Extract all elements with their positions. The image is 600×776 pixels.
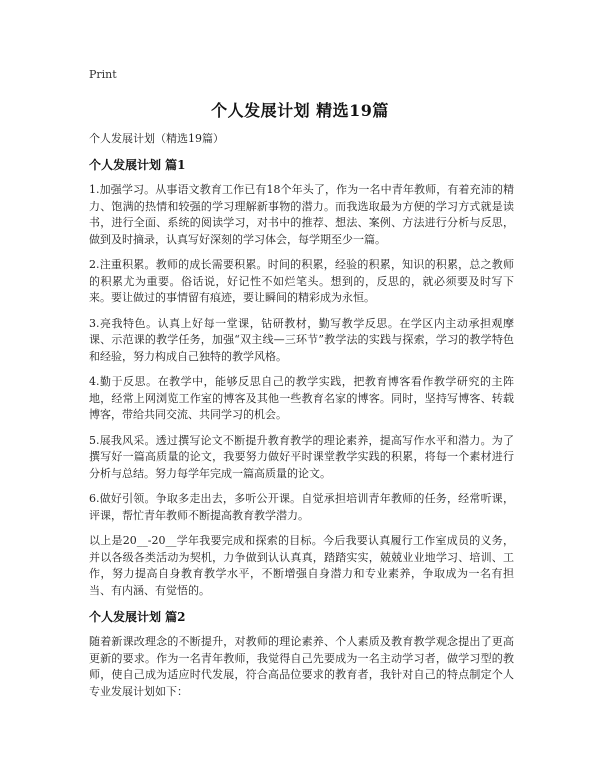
document-subtitle: 个人发展计划（精选19篇） bbox=[89, 132, 224, 145]
paragraph: 6.做好引领。争取多走出去，多听公开课。自觉承担培训青年教师的任务，经常听课，评课，帮忙青年教师不断提高教育教学潜力。 bbox=[89, 492, 514, 522]
paragraph: 4.勤于反思。在教学中，能够反思自己的教学实践，把教育博客看作教学研究的主阵地，经常上网浏览工作室的博客及其他一些教育名家的博客。同时，坚持写博客、转载博客，带给共同交流、共同学习的机会。 bbox=[89, 375, 514, 421]
section-1 bbox=[89, 156, 514, 599]
section-heading: 个人发展计划 篇2 bbox=[89, 610, 186, 624]
page-title: 个人发展计划 精选19篇 bbox=[211, 101, 389, 120]
paragraph: 以上是20__-20__学年我要完成和探索的目标。今后我要认真履行工作室成员的义务，并以各级各类活动为契机，力争做到认认真真，踏踏实实，兢兢业业地学习、培训、工作，努力提高自身教育教学水平，不断增强自身潜力和专业素养，争取成为一名有担当、有内涵、有觉悟的。 bbox=[89, 534, 514, 597]
print-label[interactable]: Print bbox=[89, 68, 117, 81]
document-body bbox=[89, 130, 514, 709]
paragraph: 随着新课改理念的不断提升，对教师的理论素养、个人素质及教育教学观念提出了更高更新的要求。作为一名青年教师，我觉得自己先要成为一名主动学习者，做学习型的教师，使自己成为适应时代发展，符合高品位要求的教育者，我针对自己的特点制定个人专业发展计划如下： bbox=[89, 635, 514, 698]
paragraph: 5.展我风采。透过撰写论文不断提升教育教学的理论素养，提高写作水平和潜力。为了撰写好一篇高质量的论文，我要努力做好平时课堂教学实践的积累，将每一个素材进行分析与总结。努力每学年完成一篇高质量的论文。 bbox=[89, 433, 514, 480]
paragraph: 3.亮我特色。认真上好每一堂课，钻研教材，勤写教学反思。在学区内主动承担观摩课、示范课的教学任务，加强“双主线—三环节”教学法的实践与探索，学习的教学特色和经验，努力构成自己独特的教学风格。 bbox=[89, 316, 514, 363]
paragraph: 1.加强学习。从事语文教育工作已有18个年头了，作为一名中青年教师，有着充沛的精力、饱满的热情和较强的学习理解新事物的潜力。而我选取最为方便的学习方式就是读书，进行全面、系统的阅读学习，对书中的推荐、想法、案例、方法进行分析与反思，做到及时摘录，认真写好深刻的学习体会，每学期至少一篇。 bbox=[89, 183, 514, 246]
section-2 bbox=[89, 608, 514, 700]
paragraph: 2.注重积累。教师的成长需要积累。时间的积累，经验的积累，知识的积累，总之教师的积累尤为重要。俗话说，好记性不如烂笔头。想到的，反思的，就必须要及时写下来。要让做过的事情留有痕迹，要让瞬间的精彩成为永恒。 bbox=[89, 258, 514, 304]
section-heading: 个人发展计划 篇1 bbox=[89, 158, 186, 172]
